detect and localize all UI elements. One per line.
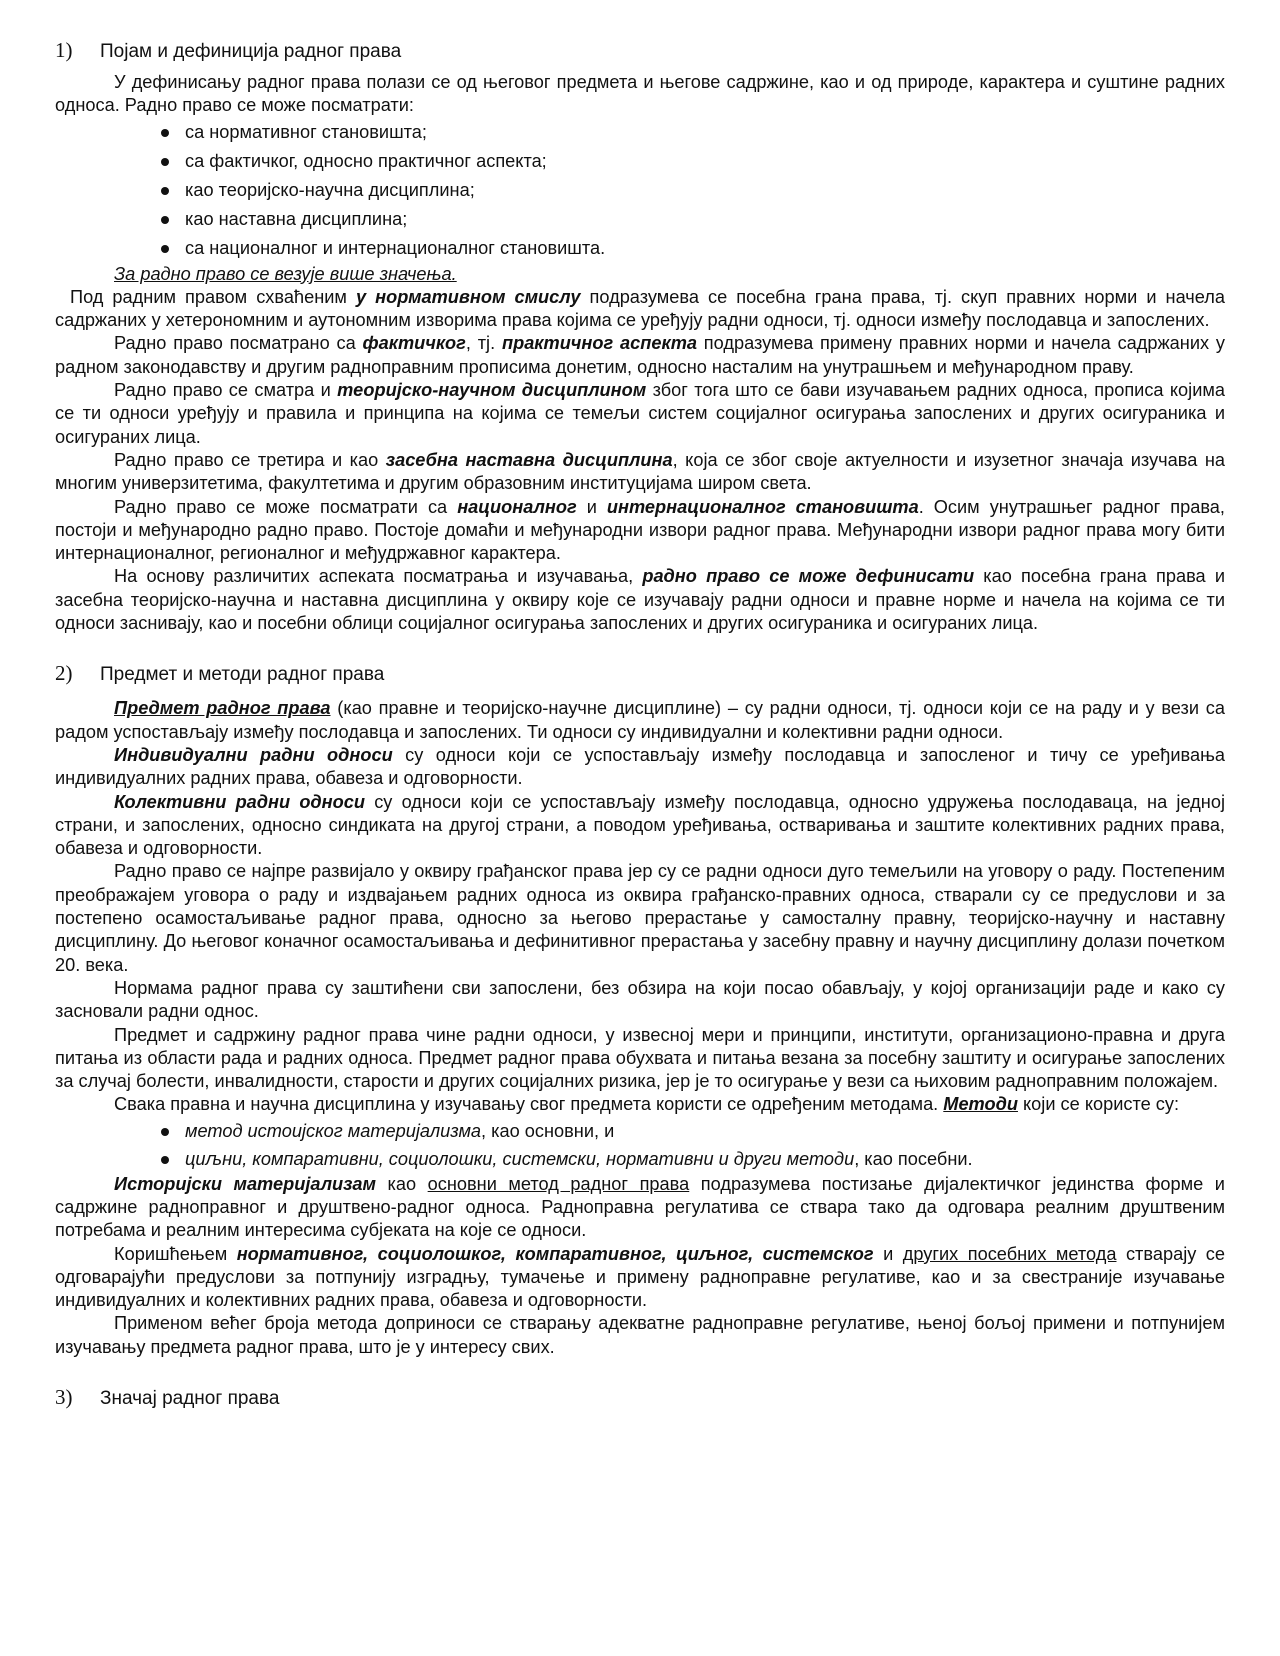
paragraph-normative: Под радним правом схваћеним у нормативном смислу подразумева се посебна грана права, тј. скуп правних норми и начела садржаних у хетерономним и аутономним изворима права којима се уређују радни односи, тј. односи између послодавца и запослених. [55, 286, 1226, 331]
section-2-heading [55, 661, 1225, 687]
subheading-meanings: За радно право се везује више значења. [114, 263, 457, 284]
list-item: као теоријско-научна дисциплина; [55, 176, 1225, 205]
section-3-title: Значај радног права [100, 1388, 280, 1410]
aspects-list [55, 118, 1225, 263]
bullet-icon [161, 1128, 169, 1136]
section-1-title: Појам и дефиниција радног права [100, 41, 402, 62]
paragraph-methods: Свака правна и научна дисциплина у изучавању свог предмета користи се одређеним методама. Методи који се користе су: [114, 1094, 1179, 1115]
section-1-number: 1) [55, 38, 73, 62]
paragraph-protection: Нормама радног права су заштићени сви запослени, без обзира на који посао обављају, у којој организацији раде и како су засновали радни однос. [55, 977, 1225, 1022]
paragraph-conclusion: Применом већег броја метода доприноси се стварању адекватне радноправне регулативе, њеној бољој примени и потпунијем изучавању предмета радног права, што је у интересу свих. [55, 1313, 1225, 1357]
paragraph-teaching: Радно право се третира и као засебна наставна дисциплина, која се због своје актуелности и изузетног значаја изучава на многим универзитетима, факултетима и другим образовним институцијама широм света. [55, 449, 1225, 494]
bullet-icon [161, 245, 169, 253]
paragraph-definition: На основу различитих аспеката посматрања и изучавања, радно право се може дефинисати као посебна грана права и засебна теоријско-научна и наставна дисциплина у оквиру које се изучавају радни односи и правне норме и начела на којима се ти односи заснивају, као и посебни облици социјалног осигурања запослених и других осигураника и осигураних лица. [55, 566, 1225, 634]
bullet-icon [161, 187, 169, 195]
paragraph-factual: Радно право посматрано са фактичког, тј. практичног аспекта подразумева примену правних норми и начела садржаних у радном законодавству и другим радноправним прописима донетим, односно насталим на унутрашњем и међународном праву. [55, 333, 1225, 377]
paragraph-subject: Предмет радног права (као правне и теоријско-научне дисциплине) – су радни односи, тј. односи који се на раду и у вези са радом успостављају између послодавца и запослених. Ти односи су индивидуални и колективни радни односи. [55, 698, 1225, 742]
paragraph-content: Предмет и садржину радног права чине радни односи, у извесној мери и принципи, институти, организационо-правна и друга питања из области рада и радних односа. Предмет радног права обухвата и питања везана за посебну заштиту и осигурање запослених за случај болести, инвалидности, старости и других социјалних ризика, јер је то осигурање у вези са њиховим радноправним положајем. [55, 1024, 1225, 1092]
paragraph-theory: Радно право се сматра и теоријско-научном дисциплином због тога што се бави изучавањем радних односа, прописа којима се ти односи уређују и правила и принципа на којима се темељи систем социјалног осигурања запослених и других осигураника и осигураних лица. [55, 380, 1225, 447]
document-page [55, 38, 1225, 1411]
list-item: метод истоијског материјализма, као основни, и [55, 1117, 1225, 1145]
section-1-intro: У дефинисању радног права полази се од његовог предмета и његове садржине, као и од природе, карактера и суштине радних односа. Радно право се може посматрати: [55, 72, 1225, 116]
section-1-heading [55, 38, 1225, 64]
bullet-icon [161, 216, 169, 224]
section-2-number: 2) [55, 661, 73, 686]
list-item: са нормативног становишта; [55, 118, 1225, 147]
list-item: циљни, компаративни, социолошки, системски, нормативни и други методи, као посебни. [55, 1145, 1225, 1173]
bullet-icon [161, 158, 169, 166]
bullet-icon [161, 1156, 169, 1164]
list-item: са фактичког, односно практичног аспекта; [55, 147, 1225, 176]
paragraph-history: Радно право се најпре развијало у оквиру грађанског права јер су се радни односи дуго темељили на уговору о раду. Постепеним преображајем уговора о раду и издвајањем радних односа из оквира грађанско-правних односа, стварали су се предуслови и за постепено осамостаљивање радног права, односно за његово прерастање у самосталну правну, теоријско-научну и наставну дисциплину. До његовог коначног осамостаљивања и дефинитивног прерастања у засебну правну и научну дисциплину долази почетком 20. века. [55, 861, 1225, 975]
methods-list [55, 1117, 1225, 1173]
list-item: са националног и интернационалног становишта. [55, 234, 1225, 263]
list-item: као наставна дисциплина; [55, 205, 1225, 234]
paragraph-special-methods: Коришћењем нормативног, социолошког, компаративног, циљног, системског и других посебних метода стварају се одговарајући предуслови за потпунију изградњу, тумачење и примену радноправне регулативе, као и за свестраније изучавање индивидуалних и колективних радних права, обавеза и одговорности. [55, 1243, 1226, 1311]
paragraph-historical-materialism: Историјски материјализам као основни метод радног права подразумева постизање дијалектичког јединства форме и садржине радноправног и друштвено-радног односа. Радноправна регулатива се ствара тако да одговара реалним друштвеним потребама и реалним интересима субјеката на које се односи. [55, 1173, 1225, 1241]
section-3-number: 3) [55, 1385, 73, 1410]
bullet-icon [161, 129, 169, 137]
paragraph-national: Радно право се може посматрати са националног и интернационалног становишта. Осим унутрашњег радног права, постоји и међународно радно право. Постоје домаћи и међународни извори радног права. Међународни извори радног права могу бити интернационалног, регионалног и међудржавног карактера. [55, 496, 1225, 564]
paragraph-collective: Колективни радни односи су односи који се успостављају између послодавца, односно удружења послодаваца, на једној страни, и запослених, односно синдиката на другој страни, а поводом уређивања, остваривања и заштите колективних радних права, обавеза и одговорности. [55, 791, 1225, 859]
section-3-heading [55, 1385, 1225, 1411]
section-2-title: Предмет и методи радног права [100, 664, 385, 686]
paragraph-individual: Индивидуални радни односи су односи који се успостављају између послодавца и запосленог и тичу се уређивања индивидуалних радних права, обавеза и одговорности. [55, 744, 1225, 789]
